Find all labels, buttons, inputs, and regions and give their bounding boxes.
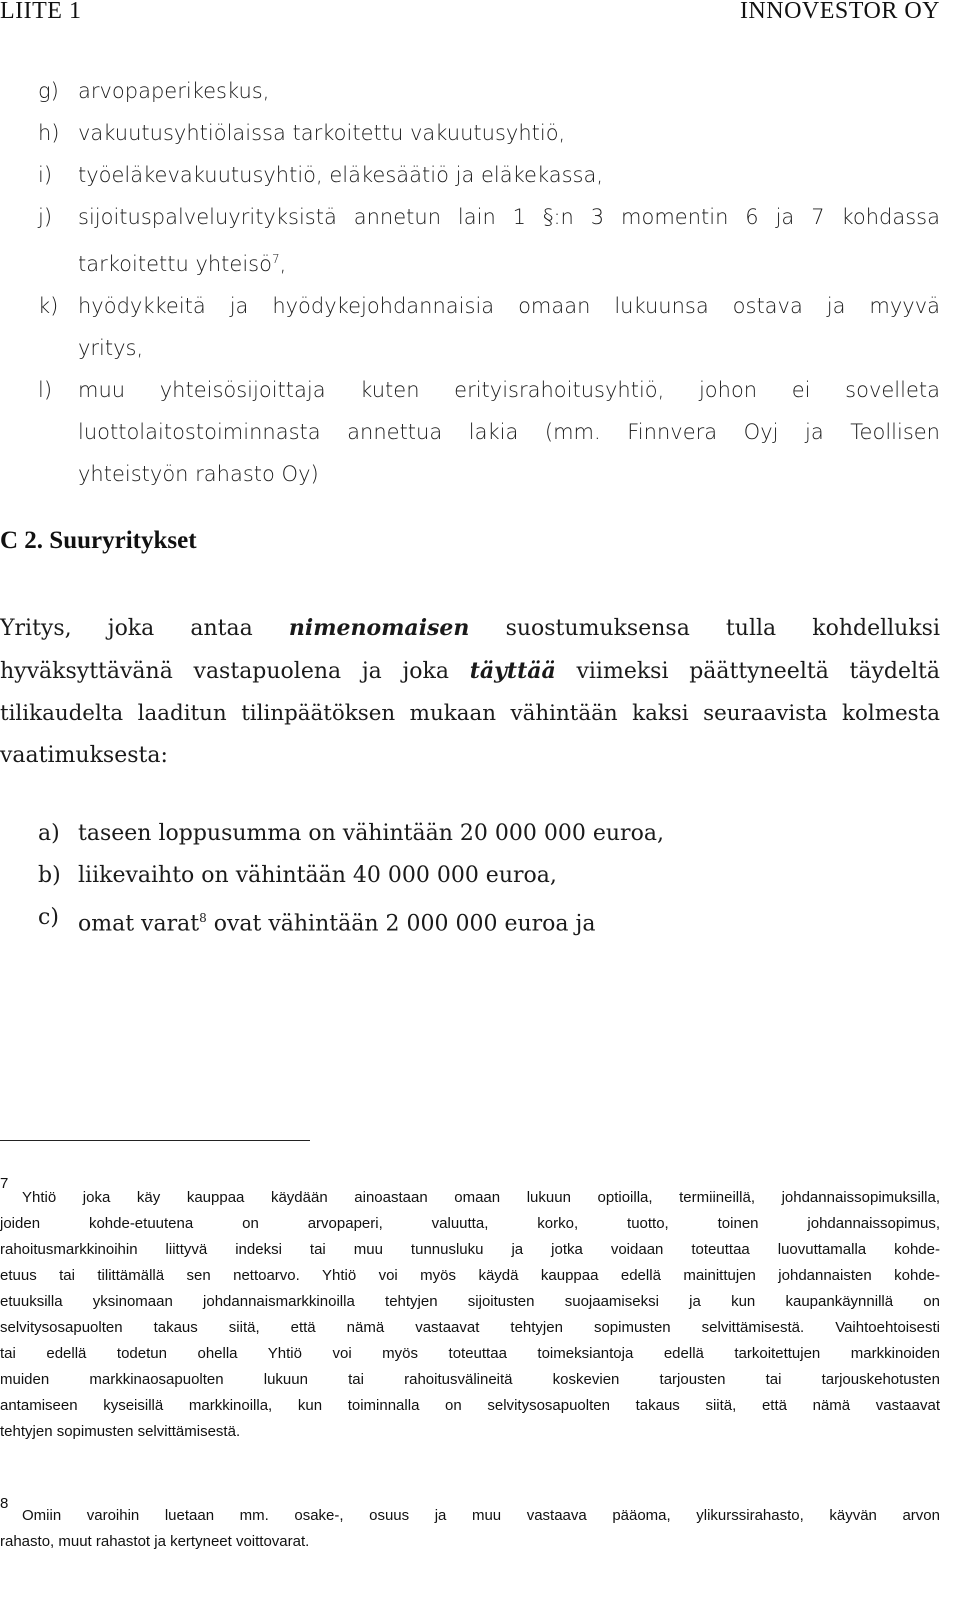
list-item-text: liikevaihto on vähintään 40 000 000 euroa,: [78, 863, 557, 888]
footnote-line: Yhtiö joka käy kauppaa käydään ainoastaan omaan lukuun optioilla, termiineillä, johdannaissopimuksilla,: [22, 1189, 940, 1206]
list-marker: j): [38, 205, 53, 229]
list-item-text: vakuutusyhtiölaissa tarkoitettu vakuutusyhtiö,: [78, 121, 566, 145]
list-item-line: yritys,: [78, 336, 144, 360]
footnote-ref-7[interactable]: 7: [271, 252, 280, 266]
list-item-line: tarkoitettu yhteisö: [78, 252, 272, 276]
paragraph-line: vaatimuksesta:: [0, 743, 168, 768]
footnote-line: selvitysosapuolten takaus siitä, että nämä vastaavat tehtyjen sopimusten selvittämisestä. Vaihtoehtoisesti: [0, 1319, 940, 1336]
list-item: [38, 112, 940, 154]
list-item-text: taseen loppusumma on vähintään 20 000 000 euroa,: [78, 821, 664, 846]
footnote-line: tehtyjen sopimusten selvittämisestä.: [0, 1423, 241, 1440]
list-marker: l): [38, 378, 53, 402]
list-item: [38, 154, 940, 196]
paragraph-text: Yritys, joka antaa: [0, 616, 253, 641]
footnote-line: Omiin varoihin luetaan mm. osake-, osuus ja muu vastaava pääoma, ylikurssirahasto, käyvän arvon: [22, 1507, 940, 1524]
list-item-line: luottolaitostoiminnasta annettua lakia (mm. Finnvera Oyj ja Teollisen: [78, 420, 940, 444]
footnote-separator: [0, 1140, 310, 1141]
list-item-line: hyödykkeitä ja hyödykejohdannaisia omaan lukuunsa ostava ja myyvä: [78, 294, 940, 318]
list-item-text: [78, 369, 940, 495]
header-left: LIITE 1: [0, 0, 82, 24]
paragraph-line: [0, 607, 940, 650]
list-item: [38, 196, 940, 285]
footnote-line: muiden markkinaosapuolten lukuun tai rahoitusvälineitä koskevien tarjousten tai tarjouskehotusten: [0, 1371, 940, 1388]
list-marker: g): [38, 79, 59, 103]
list-item-line: muu yhteisösijoittaja kuten erityisrahoitusyhtiö, johon ei sovelleta: [78, 378, 940, 402]
footnote-line: etuus tai tilittämällä sen nettoarvo. Yhtiö voi myös käydä kauppaa edellä mainittujen johdannaisten kohde-: [0, 1267, 940, 1284]
paragraph-text: hyväksyttävänä vastapuolena ja joka: [0, 659, 449, 684]
list-item-line: sijoituspalveluyrityksistä annetun lain 1 §:n 3 momentin 6 ja 7 kohdassa: [78, 205, 940, 229]
emphasis-text: nimenomaisen: [288, 615, 470, 641]
emphasis-text: täyttää: [469, 658, 556, 684]
list-item-text-part: omat varat: [78, 911, 200, 937]
list-item: [38, 285, 940, 369]
list-item: [38, 70, 940, 112]
paragraph-text: viimeksi päättyneeltä täydeltä: [576, 659, 940, 684]
footnote-line: antamiseen kyseisillä markkinoilla, kun toiminnalla on selvitysosapuolten takaus siitä, että nämä vastaavat: [0, 1397, 940, 1414]
entity-list: [38, 70, 940, 495]
list-marker: i): [38, 163, 53, 187]
paragraph-line: [0, 650, 940, 693]
list-item-text: työeläkevakuutusyhtiö, eläkesäätiö ja eläkekassa,: [78, 163, 604, 187]
footnote-7: [0, 1175, 940, 1445]
footnote-number: 8: [0, 1495, 9, 1512]
list-marker: b): [38, 863, 61, 888]
list-marker: c): [38, 905, 59, 930]
list-item-text: [78, 285, 940, 369]
list-item: [38, 369, 940, 495]
footnote-ref-8[interactable]: 8: [199, 911, 207, 925]
list-marker: h): [38, 121, 60, 145]
footnote-8: [0, 1495, 940, 1555]
footnote-line: rahasto, muut rahastot ja kertyneet voittovarat.: [0, 1533, 310, 1550]
footnote-line: joiden kohde-etuutena on arvopaperi, valuutta, korko, tuotto, toinen johdannaissopimus,: [0, 1215, 940, 1232]
list-item-line: yhteistyön rahasto Oy): [78, 462, 319, 486]
footnote-line: tai edellä todetun ohella Yhtiö voi myös toteuttaa toimeksiantoja edellä tarkoitettujen markkinoiden: [0, 1345, 940, 1362]
list-marker: a): [38, 821, 60, 846]
list-item-text: arvopaperikeskus,: [78, 79, 270, 103]
body-paragraph: [0, 607, 940, 777]
paragraph-text: suostumuksensa tulla kohdelluksi: [505, 616, 940, 641]
section-heading: C 2. Suuryritykset: [0, 527, 197, 554]
footnote-line: etuuksilla yksinomaan johdannaismarkkinoilla tehtyjen sijoitusten suojaamiseksi ja kun kaupankäynnillä on: [0, 1293, 940, 1310]
list-item-text-part: ovat vähintään 2 000 000 euroa ja: [206, 911, 596, 937]
list-item-text: [78, 897, 595, 945]
header-right: INNOVESTOR OY: [739, 0, 940, 24]
list-item-punct: ,: [279, 252, 287, 276]
list-item: [38, 897, 940, 945]
list-item-text: [78, 196, 940, 285]
requirements-list: [38, 813, 940, 945]
list-item: [38, 855, 940, 897]
footnote-number: 7: [0, 1175, 9, 1192]
paragraph-line: tilikaudelta laaditun tilinpäätöksen mukaan vähintään kaksi seuraavista kolmesta: [0, 701, 940, 726]
list-marker: k): [38, 294, 59, 318]
footnote-line: rahoitusmarkkinoihin liittyvä indeksi tai muu tunnusluku ja jotka voidaan toteuttaa luovuttamalla kohde-: [0, 1241, 940, 1258]
list-item: [38, 813, 940, 855]
